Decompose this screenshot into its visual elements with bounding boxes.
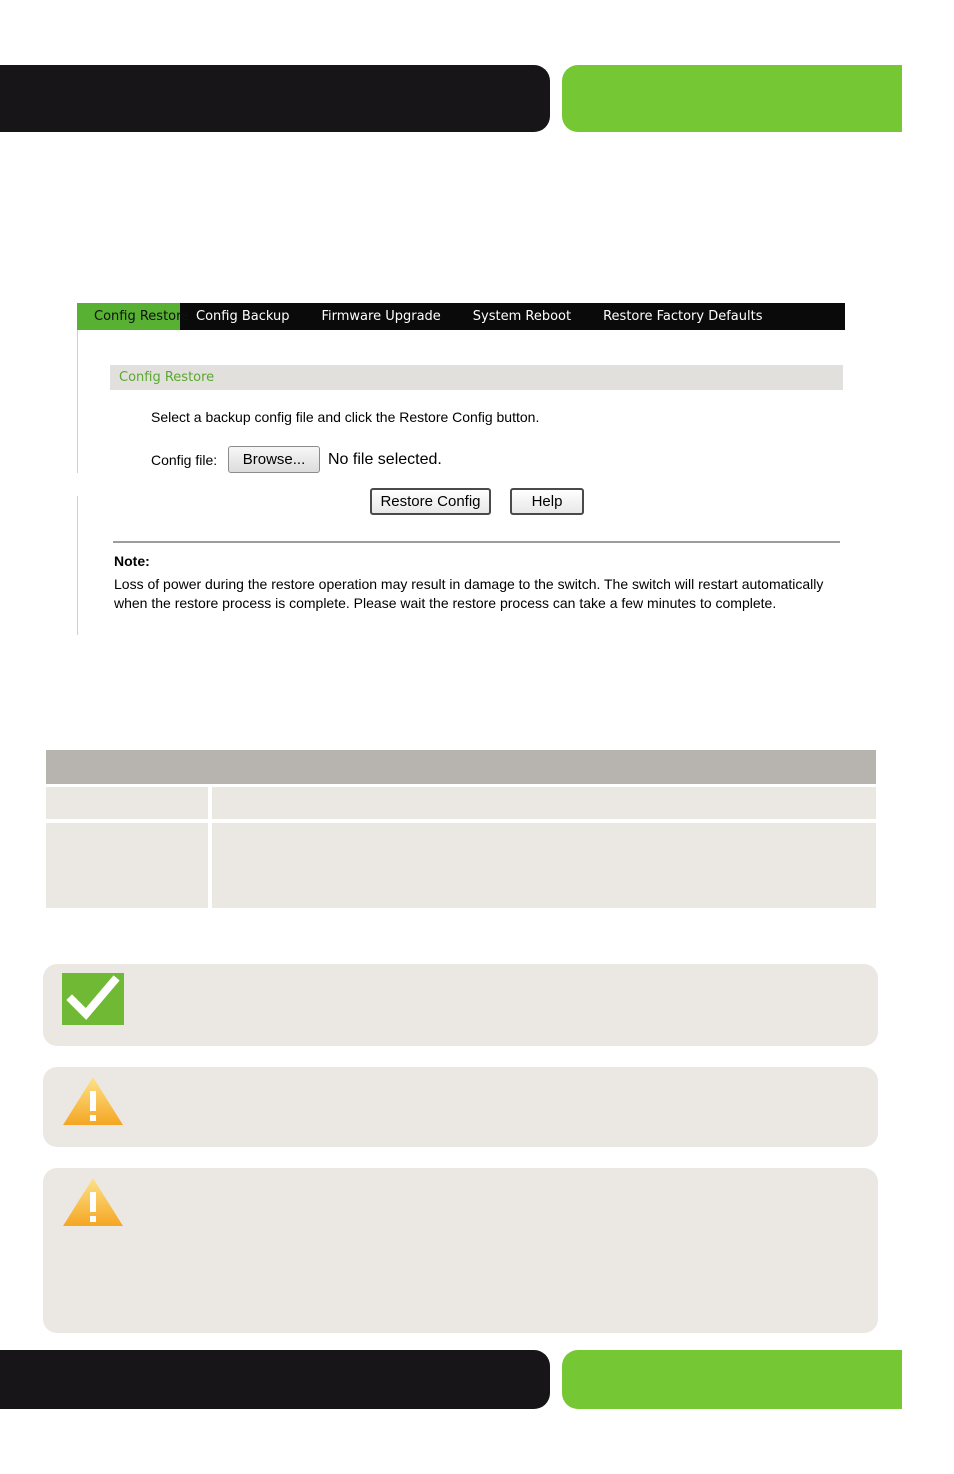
browse-button[interactable]: Browse... (228, 446, 320, 473)
header-dark-bar (0, 65, 550, 132)
restore-config-button[interactable]: Restore Config (370, 488, 491, 515)
table-header (46, 750, 876, 784)
instruction-text: Select a backup config file and click the Restore Config button. (151, 409, 540, 425)
tab-system-reboot[interactable]: System Reboot (472, 309, 572, 324)
warning-icon (62, 1176, 124, 1233)
tab-bar (77, 303, 845, 330)
note-text: Loss of power during the restore operation may result in damage to the switch. The switch will restart automatically when the restore process is complete. Please wait the restore process can take a few minutes to complete. (114, 576, 824, 611)
warning-icon (62, 1075, 124, 1132)
left-border (77, 330, 78, 473)
table-cell (212, 787, 876, 819)
section-title: Config Restore (110, 365, 843, 390)
help-button[interactable]: Help (510, 488, 584, 515)
header-green-bar (562, 65, 902, 132)
footer-green-bar (562, 1350, 902, 1409)
config-restore-panel (77, 303, 845, 638)
tab-firmware-upgrade[interactable]: Firmware Upgrade (321, 309, 441, 324)
no-file-selected-text: No file selected. (328, 451, 442, 468)
note-title: Note: (114, 553, 150, 569)
left-border (77, 496, 78, 635)
tab-restore-factory-defaults[interactable]: Restore Factory Defaults (603, 309, 763, 324)
table-cell (46, 823, 208, 908)
config-file-label: Config file: (151, 452, 218, 468)
caution-callout (43, 1168, 878, 1333)
footer-dark-bar (0, 1350, 550, 1409)
tip-callout (43, 964, 878, 1046)
table-cell (212, 823, 876, 908)
warning-callout (43, 1067, 878, 1147)
tab-config-backup[interactable]: Config Backup (196, 309, 290, 324)
table-cell (46, 787, 208, 819)
tab-config-restore[interactable]: Config Restore (77, 303, 180, 330)
check-icon (62, 973, 124, 1030)
divider (113, 541, 840, 543)
